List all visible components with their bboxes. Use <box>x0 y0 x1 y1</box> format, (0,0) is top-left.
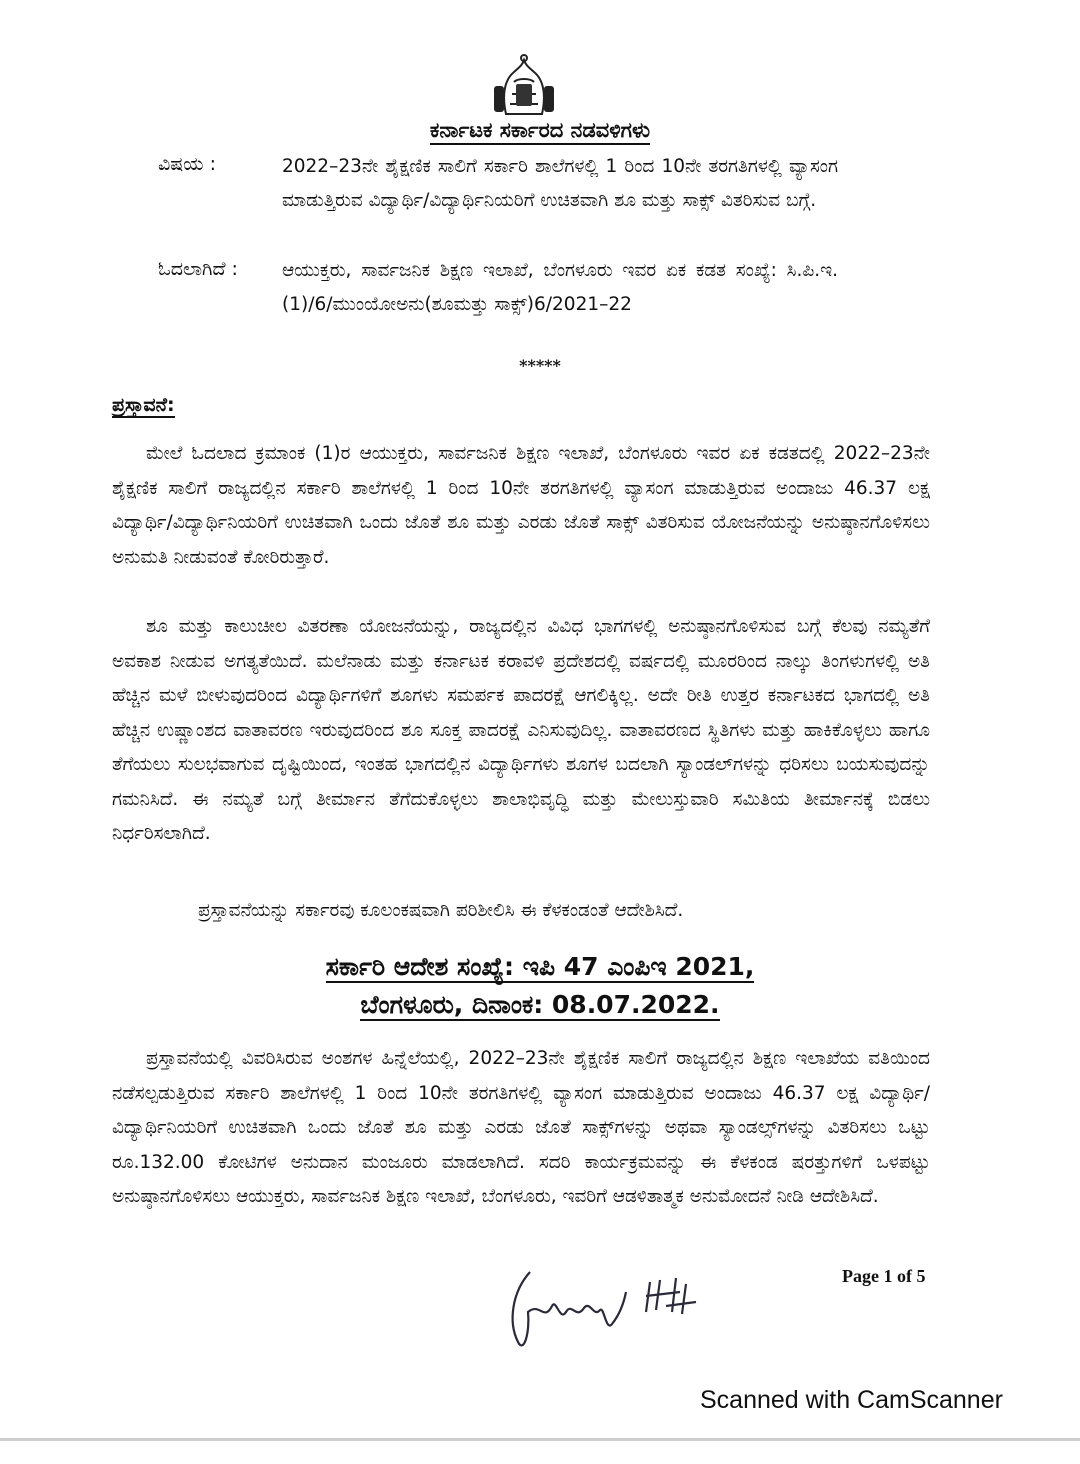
preamble-paragraph-1: ಮೇಲೆ ಓದಲಾದ ಕ್ರಮಾಂಕ (1)ರ ಆಯುಕ್ತರು, ಸಾರ್ವಜನಿಕ ಶಿಕ್ಷಣ ಇಲಾಖೆ, ಬೆಂಗಳೂರು ಇವರ ಏಕ ಕಡತದಲ್ಲಿ 2022–23ನೇ ಶೈಕ್ಷಣಿಕ ಸಾಲಿಗೆ ರಾಜ್ಯದಲ್ಲಿನ ಸರ್ಕಾರಿ ಶಾಲೆಗಳಲ್ಲಿ 1 ರಿಂದ 10ನೇ ತರಗತಿಗಳಲ್ಲಿ ವ್ಯಾಸಂಗ ಮಾಡುತ್ತಿರುವ ಅಂದಾಜು 46.37 ಲಕ್ಷ ವಿದ್ಯಾರ್ಥಿ/ವಿದ್ಯಾರ್ಥಿನಿಯರಿಗೆ ಉಚಿತವಾಗಿ ಒಂದು ಜೊತೆ ಶೂ ಮತ್ತು ಎರಡು ಜೊತೆ ಸಾಕ್ಸ್ ವಿತರಿಸುವ ಯೋಜನೆಯನ್ನು ಅನುಷ್ಠಾನಗೊಳಿಸಲು ಅನುಮತಿ ನೀಡುವಂತೆ ಕೋರಿರುತ್ತಾರೆ. <box>112 443 930 568</box>
preamble-paragraph-3: ಪ್ರಸ್ತಾವನೆಯನ್ನು ಸರ್ಕಾರವು ಕೂಲಂಕಷವಾಗಿ ಪರಿಶೀಲಿಸಿ ಈ ಕೆಳಕಂಡಂತೆ ಆದೇಶಿಸಿದೆ. <box>198 900 684 921</box>
reference-label: ಓದಲಾಗಿದೆ : <box>158 258 238 280</box>
preamble-heading: ಪ್ರಸ್ತಾವನೆ: <box>112 394 175 416</box>
scanner-watermark: Scanned with CamScanner <box>700 1386 1003 1414</box>
government-title: ಕರ್ನಾಟಕ ಸರ್ಕಾರದ ನಡವಳಿಗಳು <box>430 118 650 145</box>
signature <box>500 1262 720 1358</box>
separator: ***** <box>519 356 561 375</box>
subject-label: ವಿಷಯ : <box>158 153 216 175</box>
preamble-paragraph-2: ಶೂ ಮತ್ತು ಕಾಲುಚೀಲ ವಿತರಣಾ ಯೋಜನೆಯನ್ನು, ರಾಜ್ಯದಲ್ಲಿನ ವಿವಿಧ ಭಾಗಗಳಲ್ಲಿ ಅನುಷ್ಠಾನಗೊಳಿಸುವ ಬಗ್ಗೆ ಕೆಲವು ನಮ್ಯತೆಗೆ ಅವಕಾಶ ನೀಡುವ ಅಗತ್ಯತೆಯಿದೆ. ಮಲೆನಾಡು ಮತ್ತು ಕರ್ನಾಟಕ ಕರಾವಳಿ ಪ್ರದೇಶದಲ್ಲಿ ವರ್ಷದಲ್ಲಿ ಮೂರರಿಂದ ನಾಲ್ಕು ತಿಂಗಳುಗಳಲ್ಲಿ ಅತಿ ಹೆಚ್ಚಿನ ಮಳೆ ಬೀಳುವುದರಿಂದ ವಿದ್ಯಾರ್ಥಿಗಳಿಗೆ ಶೂಗಳು ಸಮರ್ಪಕ ಪಾದರಕ್ಷೆ ಆಗಲಿಕ್ಕಿಲ್ಲ. ಅದೇ ರೀತಿ ಉತ್ತರ ಕರ್ನಾಟಕದ ಭಾಗದಲ್ಲಿ ಅತಿ ಹೆಚ್ಚಿನ ಉಷ್ಣಾಂಶದ ವಾತಾವರಣ ಇರುವುದರಿಂದ ಶೂ ಸೂಕ್ತ ಪಾದರಕ್ಷೆ ಎನಿಸುವುದಿಲ್ಲ. ವಾತಾವರಣದ ಸ್ಥಿತಿಗಳು ಮತ್ತು ಹಾಕಿಕೊಳ್ಳಲು ಹಾಗೂ ತೆಗೆಯಲು ಸುಲಭವಾಗುವ ದೃಷ್ಟಿಯಿಂದ, ಇಂತಹ ಭಾಗದಲ್ಲಿನ ವಿದ್ಯಾರ್ಥಿಗಳು ಶೂಗಳ ಬದಲಾಗಿ ಸ್ಯಾಂಡಲ್‌ಗಳನ್ನು ಧರಿಸಲು ಬಯಸುವುದನ್ನು ಗಮನಿಸಿದೆ. ಈ ನಮ್ಯತೆ ಬಗ್ಗೆ ತೀರ್ಮಾನ ತೆಗೆದುಕೊಳ್ಳಲು ಶಾಲಾಭಿವೃದ್ಧಿ ಮತ್ತು ಮೇಲುಸ್ತುವಾರಿ ಸಮಿತಿಯ ತೀರ್ಮಾನಕ್ಕೆ ಬಿಡಲು ನಿರ್ಧರಿಸಲಾಗಿದೆ. <box>112 616 930 844</box>
page-number: Page 1 of 5 <box>842 1266 926 1286</box>
order-number-text: ಸರ್ಕಾರಿ ಆದೇಶ ಸಂಖ್ಯೆ: ಇಪಿ 47 ಎಂಪಿಇ 2021, <box>325 952 755 981</box>
order-body: ಪ್ರಸ್ತಾವನೆಯಲ್ಲಿ ವಿವರಿಸಿರುವ ಅಂಶಗಳ ಹಿನ್ನೆಲೆಯಲ್ಲಿ, 2022–23ನೇ ಶೈಕ್ಷಣಿಕ ಸಾಲಿಗೆ ರಾಜ್ಯದಲ್ಲಿನ ಶಿಕ್ಷಣ ಇಲಾಖೆಯ ವತಿಯಿಂದ ನಡೆಸಲ್ಪಡುತ್ತಿರುವ ಸರ್ಕಾರಿ ಶಾಲೆಗಳಲ್ಲಿ 1 ರಿಂದ 10ನೇ ತರಗತಿಗಳಲ್ಲಿ ವ್ಯಾಸಂಗ ಮಾಡುತ್ತಿರುವ ಅಂದಾಜು 46.37 ಲಕ್ಷ ವಿದ್ಯಾರ್ಥಿ/ವಿದ್ಯಾರ್ಥಿನಿಯರಿಗೆ ಉಚಿತವಾಗಿ ಒಂದು ಜೊತೆ ಶೂ ಮತ್ತು ಎರಡು ಜೊತೆ ಸಾಕ್ಸ್‌ಗಳನ್ನು ಅಥವಾ ಸ್ಯಾಂಡಲ್ಸ್‌ಗಳನ್ನು ವಿತರಿಸಲು ಒಟ್ಟು ರೂ.132.00 ಕೋಟಿಗಳ ಅನುದಾನ ಮಂಜೂರು ಮಾಡಲಾಗಿದೆ. ಸದರಿ ಕಾರ್ಯಕ್ರಮವನ್ನು ಈ ಕೆಳಕಂಡ ಷರತ್ತುಗಳಿಗೆ ಒಳಪಟ್ಟು ಅನುಷ್ಠಾನಗೊಳಿಸಲು ಆಯುಕ್ತರು, ಸಾರ್ವಜನಿಕ ಶಿಕ್ಷಣ ಇಲಾಖೆ, ಬೆಂಗಳೂರು, ಇವರಿಗೆ ಆಡಳಿತಾತ್ಮಕ ಅನುಮೋದನೆ ನೀಡಿ ಆದೇಶಿಸಿದೆ. <box>112 1048 930 1207</box>
document-header <box>0 118 1080 143</box>
order-place-date-text: ಬೆಂಗಳೂರು, ದಿನಾಂಕ: 08.07.2022. <box>360 990 720 1019</box>
footer-divider <box>0 1438 1080 1441</box>
subject-text: 2022–23ನೇ ಶೈಕ್ಷಣಿಕ ಸಾಲಿಗೆ ಸರ್ಕಾರಿ ಶಾಲೆಗಳಲ್ಲಿ 1 ರಿಂದ 10ನೇ ತರಗತಿಗಳಲ್ಲಿ ವ್ಯಾಸಂಗ ಮಾಡುತ್ತಿರುವ ವಿದ್ಯಾರ್ಥಿ/ವಿದ್ಯಾರ್ಥಿನಿಯರಿಗೆ ಉಚಿತವಾಗಿ ಶೂ ಮತ್ತು ಸಾಕ್ಸ್ ವಿತರಿಸುವ ಬಗ್ಗೆ. <box>282 156 838 211</box>
reference-text: ಆಯುಕ್ತರು, ಸಾರ್ವಜನಿಕ ಶಿಕ್ಷಣ ಇಲಾಖೆ, ಬೆಂಗಳೂರು ಇವರ ಏಕ ಕಡತ ಸಂಖ್ಯೆ: ಸಿ.ಪಿ.ಇ.(1)/6/ಮುಂಯೋಅನು(ಶೂಮತ್ತು ಸಾಕ್ಸ್)6/2021–22 <box>282 260 838 315</box>
order-place-date <box>0 990 1080 1020</box>
order-number <box>0 952 1080 982</box>
state-emblem-icon <box>488 52 560 118</box>
